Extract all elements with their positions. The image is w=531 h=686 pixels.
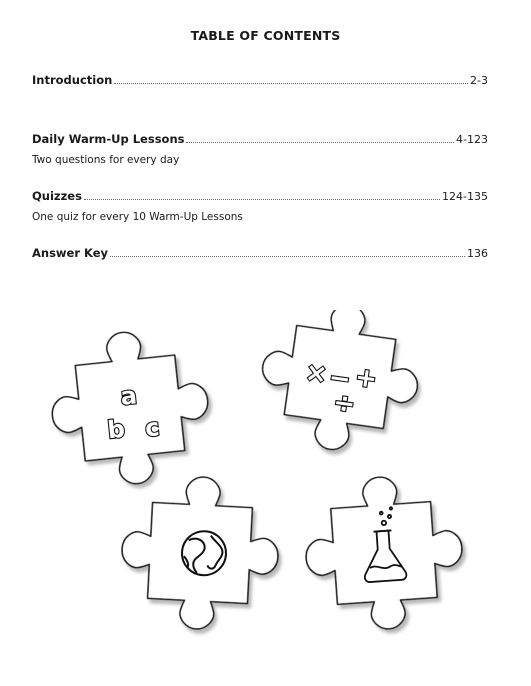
- toc-label: Introduction: [32, 73, 113, 87]
- toc-page-range: 4-123: [456, 133, 488, 146]
- svg-text:+: +: [353, 362, 379, 396]
- puzzle-piece-globe: [118, 473, 282, 633]
- toc-page-range: 124-135: [442, 190, 488, 203]
- puzzle-piece-abc: [44, 324, 215, 491]
- page-title: TABLE OF CONTENTS: [190, 28, 341, 43]
- toc-entry-introduction: [32, 73, 488, 88]
- dot-leader: [186, 142, 454, 143]
- svg-text:c: c: [143, 413, 161, 443]
- toc-description: Two questions for every day: [32, 154, 180, 166]
- dot-leader: [114, 83, 468, 84]
- dot-leader: [110, 256, 465, 257]
- puzzle-illustration: [0, 310, 531, 660]
- svg-text:b: b: [106, 414, 127, 445]
- svg-text:×: ×: [303, 357, 330, 391]
- toc-page-range: 2-3: [470, 74, 488, 87]
- toc-entry-quizzes: [32, 189, 488, 224]
- puzzle-piece-math: [253, 310, 428, 460]
- puzzle-piece-flask: [301, 472, 467, 635]
- toc-label: Answer Key: [32, 246, 109, 260]
- dot-leader: [84, 199, 440, 200]
- svg-text:÷: ÷: [331, 387, 358, 421]
- toc-description: One quiz for every 10 Warm-Up Lessons: [32, 211, 243, 223]
- toc-label: Quizzes: [32, 189, 82, 203]
- toc-page-range: 136: [467, 247, 488, 260]
- svg-text:a: a: [119, 381, 139, 411]
- svg-text:−: −: [326, 362, 353, 396]
- toc-entry-answer-key: [32, 246, 488, 261]
- toc-entry-daily-warm-up-lessons: [32, 132, 488, 167]
- toc-label: Daily Warm-Up Lessons: [32, 132, 185, 146]
